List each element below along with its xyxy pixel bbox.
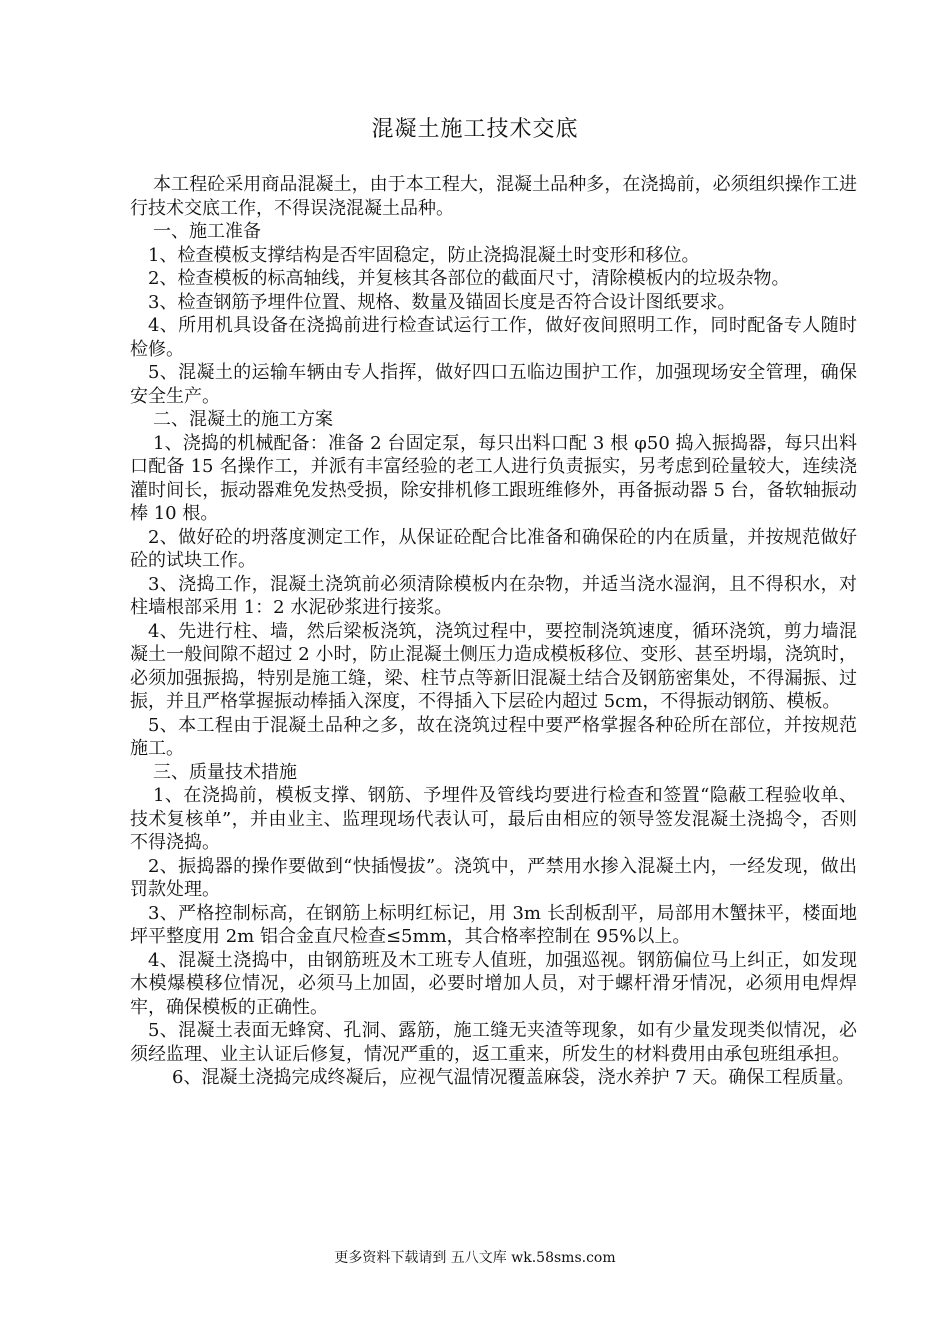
- paragraph: 2、做好砼的坍落度测定工作，从保证砼配合比准备和确保砼的内在质量，并按规范做好砼的试块工作。: [130, 526, 857, 571]
- paragraph: 1、在浇捣前，模板支撑、钢筋、予埋件及管线均要进行检查和签置“隐蔽工程验收单、技术复核单”，并由业主、监理现场代表认可，最后由相应的领导签发混凝土浇捣令，否则不得浇捣。: [130, 785, 857, 853]
- section-heading: 二、混凝土的施工方案: [153, 409, 333, 430]
- intro-paragraph: 本工程砼采用商品混凝土，由于本工程大，混凝土品种多，在浇捣前，必须组织操作工进行技术交底工作，不得误浇混凝土品种。: [130, 174, 857, 219]
- paragraph: 5、混凝土表面无蜂窝、孔洞、露筋，施工缝无夹渣等现象，如有少量发现类似情况，必须经监理、业主认证后修复，情况严重的，返工重来，所发生的材料费用由承包班组承担。: [130, 1020, 857, 1065]
- paragraph: 1、浇捣的机械配备：准备 2 台固定泵，每只出料口配 3 根 φ50 捣入振捣器，每只出料口配备 15 名操作工，并派有丰富经验的老工人进行负责振实，另考虑到砼量较大，连续浇灌时间长，振动器难免发热受损，除安排机修工跟班维修外，再备振动器 5 台，备软轴振动棒 10 根。: [130, 432, 857, 524]
- paragraph: 4、先进行柱、墙，然后梁板浇筑，浇筑过程中，要控制浇筑速度，循环浇筑，剪力墙混凝土一般间隙不超过 2 小时，防止混凝土侧压力造成模板移位、变形、甚至坍塌，浇筑时，必须加强振捣，特别是施工缝，梁、柱节点等新旧混凝土结合及钢筋密集处，不得漏振、过振，并且严格掌握振动棒插入深度，不得插入下层砼内超过 5cm，不得振动钢筋、模板。: [130, 620, 857, 712]
- paragraph: 3、检查钢筋予埋件位置、规格、数量及锚固长度是否符合设计图纸要求。: [148, 291, 736, 313]
- paragraph: 5、混凝土的运输车辆由专人指挥，做好四口五临边围护工作，加强现场安全管理，确保安全生产。: [130, 362, 857, 407]
- paragraph: 2、振捣器的操作要做到“快插慢拔”。浇筑中，严禁用水掺入混凝土内，一经发现，做出罚款处理。: [130, 855, 857, 900]
- paragraph: 1、检查模板支撑结构是否牢固稳定，防止浇捣混凝土时变形和移位。: [148, 244, 700, 266]
- section-heading: 一、施工准备: [153, 221, 261, 242]
- paragraph: 3、浇捣工作，混凝土浇筑前必须清除模板内在杂物，并适当浇水湿润，且不得积水，对柱墙根部采用 1：2 水泥砂浆进行接浆。: [130, 573, 857, 618]
- paragraph: 3、严格控制标高，在钢筋上标明红标记，用 3m 长刮板刮平，局部用木蟹抹平，楼面地坪平整度用 2m 铝合金直尺检查≤5mm，其合格率控制在 95%以上。: [130, 902, 857, 947]
- paragraph: 2、检查模板的标高轴线，并复核其各部位的截面尺寸，清除模板内的垃圾杂物。: [148, 268, 790, 289]
- paragraph: 5、本工程由于混凝土品种之多，故在浇筑过程中要严格掌握各种砼所在部位，并按规范施工。: [130, 714, 857, 759]
- paragraph: 6、混凝土浇捣完成终凝后，应视气温情况覆盖麻袋，浇水养护 7 天。确保工程质量。: [172, 1067, 855, 1088]
- page-title: 混凝土施工技术交底: [371, 117, 579, 142]
- footer-note: 更多资料下载请到 五八文库 wk.58sms.com: [334, 1250, 616, 1266]
- document-body: [130, 173, 857, 1090]
- section-heading: 三、质量技术措施: [153, 761, 297, 783]
- paragraph: 4、所用机具设备在浇捣前进行检查试运行工作，做好夜间照明工作，同时配备专人随时检修。: [130, 315, 857, 360]
- paragraph: 4、混凝土浇捣中，由钢筋班及木工班专人值班，加强巡视。钢筋偏位马上纠正，如发现木模爆模移位情况，必须马上加固，必要时增加人员，对于螺杆滑牙情况，必须用电焊焊牢，确保模板的正确性。: [130, 949, 857, 1018]
